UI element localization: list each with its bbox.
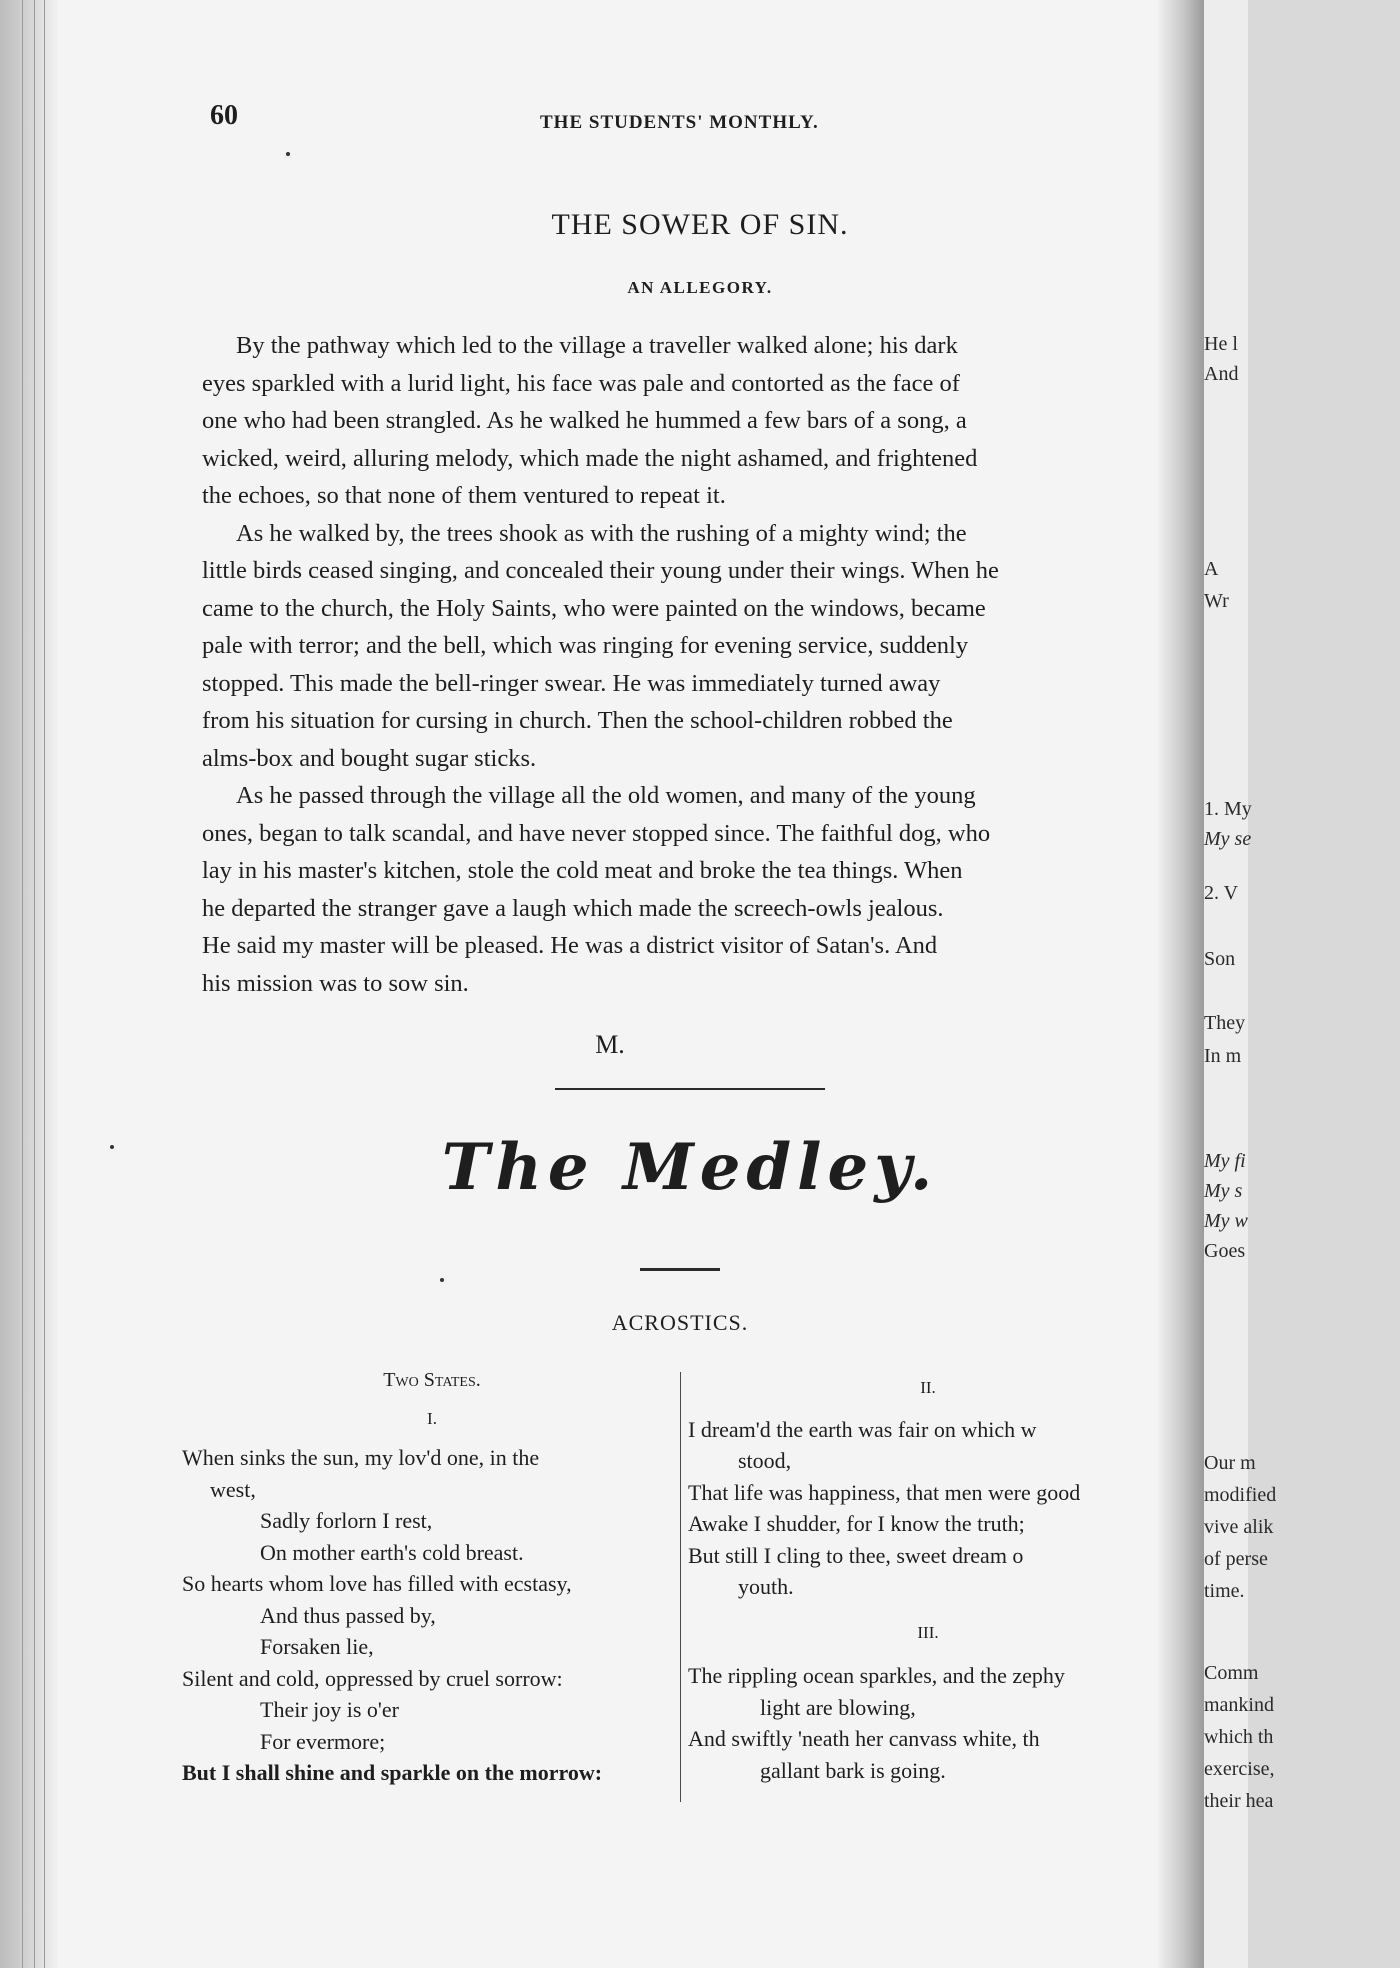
facing-fragment: A [1204, 558, 1219, 580]
facing-fragment: He l [1204, 333, 1238, 355]
poem-line: Forsaken lie, [260, 1634, 374, 1659]
poem-line: west, [210, 1476, 256, 1502]
poem-line: When sinks the sun, my lov'd one, in the [182, 1445, 540, 1470]
facing-fragment: exercise, [1204, 1758, 1275, 1780]
poem-continued [688, 1372, 1168, 1786]
text-line: one who had been strangled. As he walked he hummed a few bars of a song, a [202, 407, 967, 434]
poem-part-number: III. [917, 1622, 939, 1642]
poem-line: On mother earth's cold breast. [260, 1539, 524, 1565]
text-line: He said my master will be pleased. He was a district visitor of Satan's. And [202, 932, 938, 959]
poem-line: Awake I shudder, for I know the truth; [688, 1511, 1025, 1536]
poem-line: But I shall shine and sparkle on the morrow: [182, 1760, 603, 1785]
facing-fragment: of perse [1204, 1548, 1268, 1570]
poem-line: But still I cling to thee, sweet dream o [688, 1542, 1024, 1568]
text-line: As he walked by, the trees shook as with the rushing of a mighty wind; the [236, 519, 967, 547]
article-body [202, 327, 1202, 1002]
facing-fragment: In m [1204, 1045, 1242, 1067]
poem-line: I dream'd the earth was fair on which w [688, 1416, 1037, 1442]
text-line: As he passed through the village all the old women, and many of the young [236, 782, 976, 809]
poem-title: Two States. [383, 1369, 481, 1391]
poem-part-number: I. [427, 1408, 437, 1428]
poem-line: For evermore; [260, 1728, 386, 1754]
poem-line: Sadly forlorn I rest, [260, 1508, 433, 1533]
text-line: came to the church, the Holy Saints, who were painted on the windows, became [202, 594, 986, 622]
poem-part-number: II. [920, 1378, 936, 1397]
facing-fragment: Comm [1204, 1662, 1259, 1684]
text-line: lay in his master's kitchen, stole the cold meat and broke the tea things. When [202, 857, 963, 884]
section-heading: ACROSTICS. [611, 1310, 749, 1335]
text-line: eyes sparkled with a lurid light, his face was pale and contorted as the face of [202, 369, 960, 397]
facing-fragment: Wr [1204, 590, 1229, 612]
text-line: stopped. This made the bell-ringer swear. He was immediately turned away [202, 669, 941, 697]
facing-fragment: They [1204, 1012, 1246, 1034]
facing-fragment: My w [1204, 1210, 1248, 1232]
poem-line: Silent and cold, oppressed by cruel sorrow: [182, 1665, 563, 1691]
text-line: his mission was to sow sin. [202, 969, 469, 997]
section-title: The Medley. [441, 1130, 939, 1205]
text-line: pale with terror; and the bell, which was ringing for evening service, suddenly [202, 632, 969, 659]
text-line: he departed the stranger gave a laugh which made the screech-owls jealous. [202, 894, 944, 922]
text-line: the echoes, so that none of them ventured to repeat it. [202, 482, 726, 509]
facing-fragment: their hea [1204, 1790, 1274, 1812]
facing-fragment: My se [1204, 828, 1252, 850]
article-title: THE SOWER OF SIN. [551, 208, 849, 241]
text-line: wicked, weird, alluring melody, which made the night ashamed, and frightened [202, 444, 978, 472]
facing-fragment: modified [1204, 1484, 1277, 1506]
poem-line: stood, [738, 1448, 792, 1473]
facing-fragment: 1. My [1204, 798, 1252, 820]
section-divider [555, 1088, 825, 1090]
poem-line: And thus passed by, [260, 1602, 436, 1628]
poem-line: That life was happiness, that men were good [688, 1479, 1081, 1505]
title-underline [640, 1268, 720, 1271]
article-signature: M. [595, 1030, 625, 1059]
poem-line: Their joy is o'er [260, 1697, 399, 1722]
text-line: from his situation for cursing in church. Then the school-children robbed the [202, 707, 953, 734]
facing-fragment: time. [1204, 1580, 1245, 1602]
page-number: 60 [210, 100, 238, 131]
facing-fragment: 2. V [1204, 882, 1239, 904]
poem-line: youth. [738, 1574, 794, 1599]
facing-fragment: which th [1204, 1726, 1274, 1748]
poem-line: And swiftly 'neath her canvass white, th [688, 1726, 1040, 1751]
facing-fragment: vive alik [1204, 1516, 1274, 1538]
text-line: little birds ceased singing, and concealed their young under their wings. When he [202, 557, 999, 584]
facing-fragment: My s [1204, 1180, 1243, 1202]
poem-line: So hearts whom love has filled with ecstasy, [182, 1571, 572, 1596]
facing-fragment: mankind [1204, 1694, 1274, 1716]
facing-fragment: Son [1204, 948, 1236, 970]
text-line: ones, began to talk scandal, and have never stopped since. The faithful dog, who [202, 819, 991, 847]
ink-speck [440, 1278, 444, 1282]
text-line: By the pathway which led to the village a traveller walked alone; his dark [236, 332, 958, 359]
facing-fragment: Our m [1204, 1452, 1256, 1474]
text-line: alms-box and bought sugar sticks. [202, 744, 537, 772]
poem-two-states [182, 1365, 682, 1789]
poem-line: The rippling ocean sparkles, and the zephy [688, 1663, 1065, 1688]
ink-speck [286, 152, 290, 156]
poem-line: gallant bark is going. [760, 1757, 946, 1783]
article-subtitle: AN ALLEGORY. [627, 278, 773, 297]
facing-fragment: And [1204, 363, 1239, 385]
column-divider [680, 1372, 681, 1802]
poem-line: light are blowing, [760, 1694, 916, 1720]
facing-fragment: My fi [1204, 1150, 1246, 1172]
running-header: THE STUDENTS' MONTHLY. [540, 112, 819, 133]
facing-fragment: Goes [1204, 1240, 1246, 1262]
